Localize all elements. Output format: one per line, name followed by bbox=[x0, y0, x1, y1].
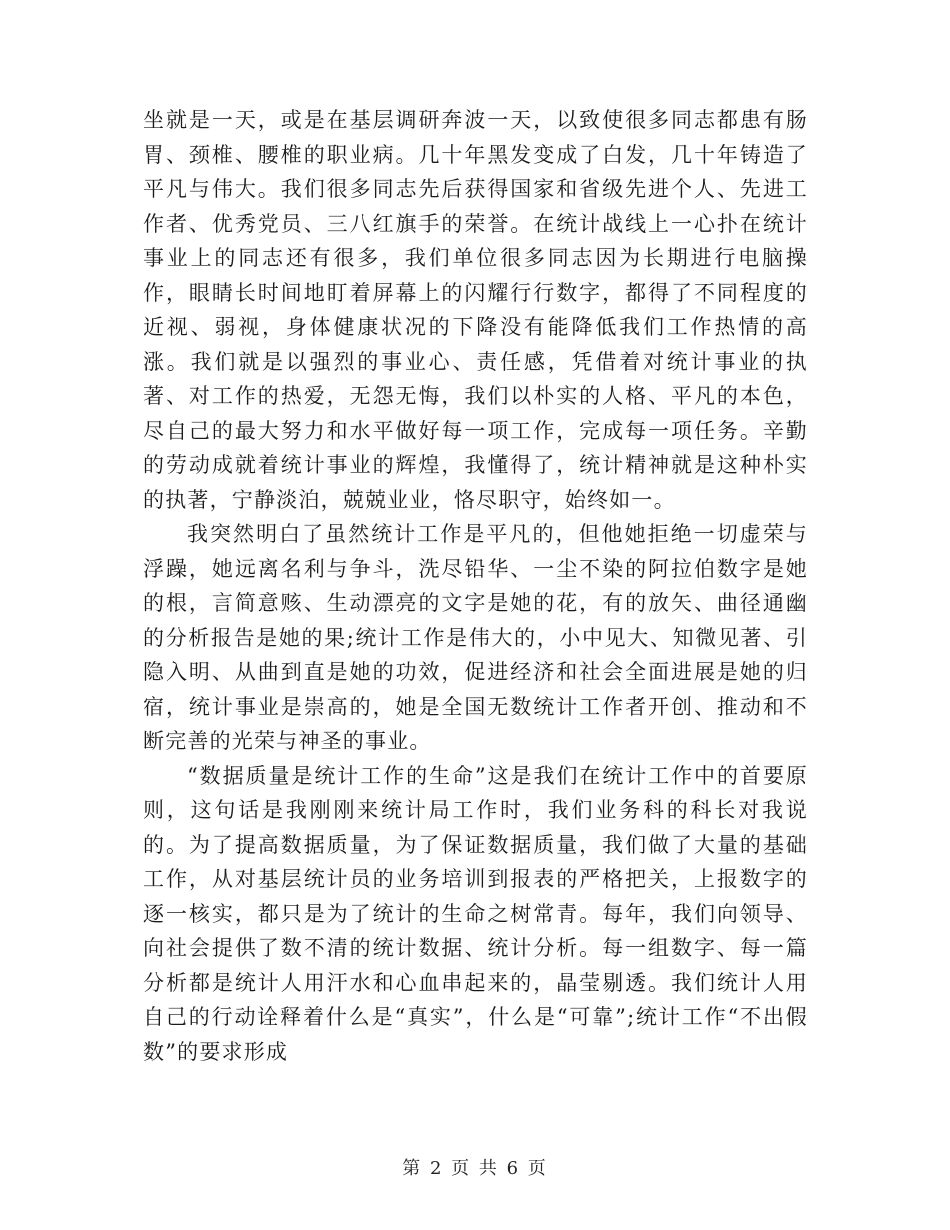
page-footer: 第 2 页 共 6 页 bbox=[402, 1158, 548, 1179]
document-body bbox=[143, 103, 808, 1069]
paragraph-continued: 坐就是一天，或是在基层调研奔波一天，以致使很多同志都患有肠胃、颈椎、腰椎的职业病。几十年黑发变成了白发，几十年铸造了平凡与伟大。我们很多同志先后获得国家和省级先进个人、先进工作者、优秀党员、三八红旗手的荣誉。在统计战线上一心扑在统计事业上的同志还有很多，我们单位很多同志因为长期进行电脑操作，眼睛长时间地盯着屏幕上的闪耀行行数字，都得了不同程度的近视、弱视，身体健康状况的下降没有能降低我们工作热情的高涨。我们就是以强烈的事业心、责任感，凭借着对统计事业的执著、对工作的热爱，无怨无悔，我们以朴实的人格、平凡的本色，尽自己的最大努力和水平做好每一项工作，完成每一项任务。辛勤的劳动成就着统计事业的辉煌，我懂得了，统计精神就是这种朴实的执著，宁静淡泊，兢兢业业，恪尽职守，始终如一。 bbox=[143, 108, 808, 512]
paragraph-data-quality: “数据质量是统计工作的生命”这是我们在统计工作中的首要原则，这句话是我刚刚来统计局工作时，我们业务科的科长对我说的。为了提高数据质量，为了保证数据质量，我们做了大量的基础工作，从对基层统计员的业务培训到报表的严格把关，上报数字的逐一核实，都只是为了统计的生命之树常青。每年，我们向领导、向社会提供了数不清的统计数据、统计分析。每一组数字、每一篇分析都是统计人用汗水和心血串起来的，晶莹剔透。我们统计人用自己的行动诠释着什么是“真实”，什么是“可靠”;统计工作“不出假数”的要求形成 bbox=[143, 763, 808, 1064]
paragraph-statistics-work: 我突然明白了虽然统计工作是平凡的，但他她拒绝一切虚荣与浮躁，她远离名利与争斗，洗尽铅华、一尘不染的阿拉伯数字是她的根，言简意赅、生动漂亮的文字是她的花，有的放矢、曲径通幽的分析报告是她的果;统计工作是伟大的，小中见大、知微见著、引隐入明、从曲到直是她的功效，促进经济和社会全面进展是她的归宿，统计事业是崇高的，她是全国无数统计工作者开创、推动和不断完善的光荣与神圣的事业。 bbox=[143, 522, 808, 753]
